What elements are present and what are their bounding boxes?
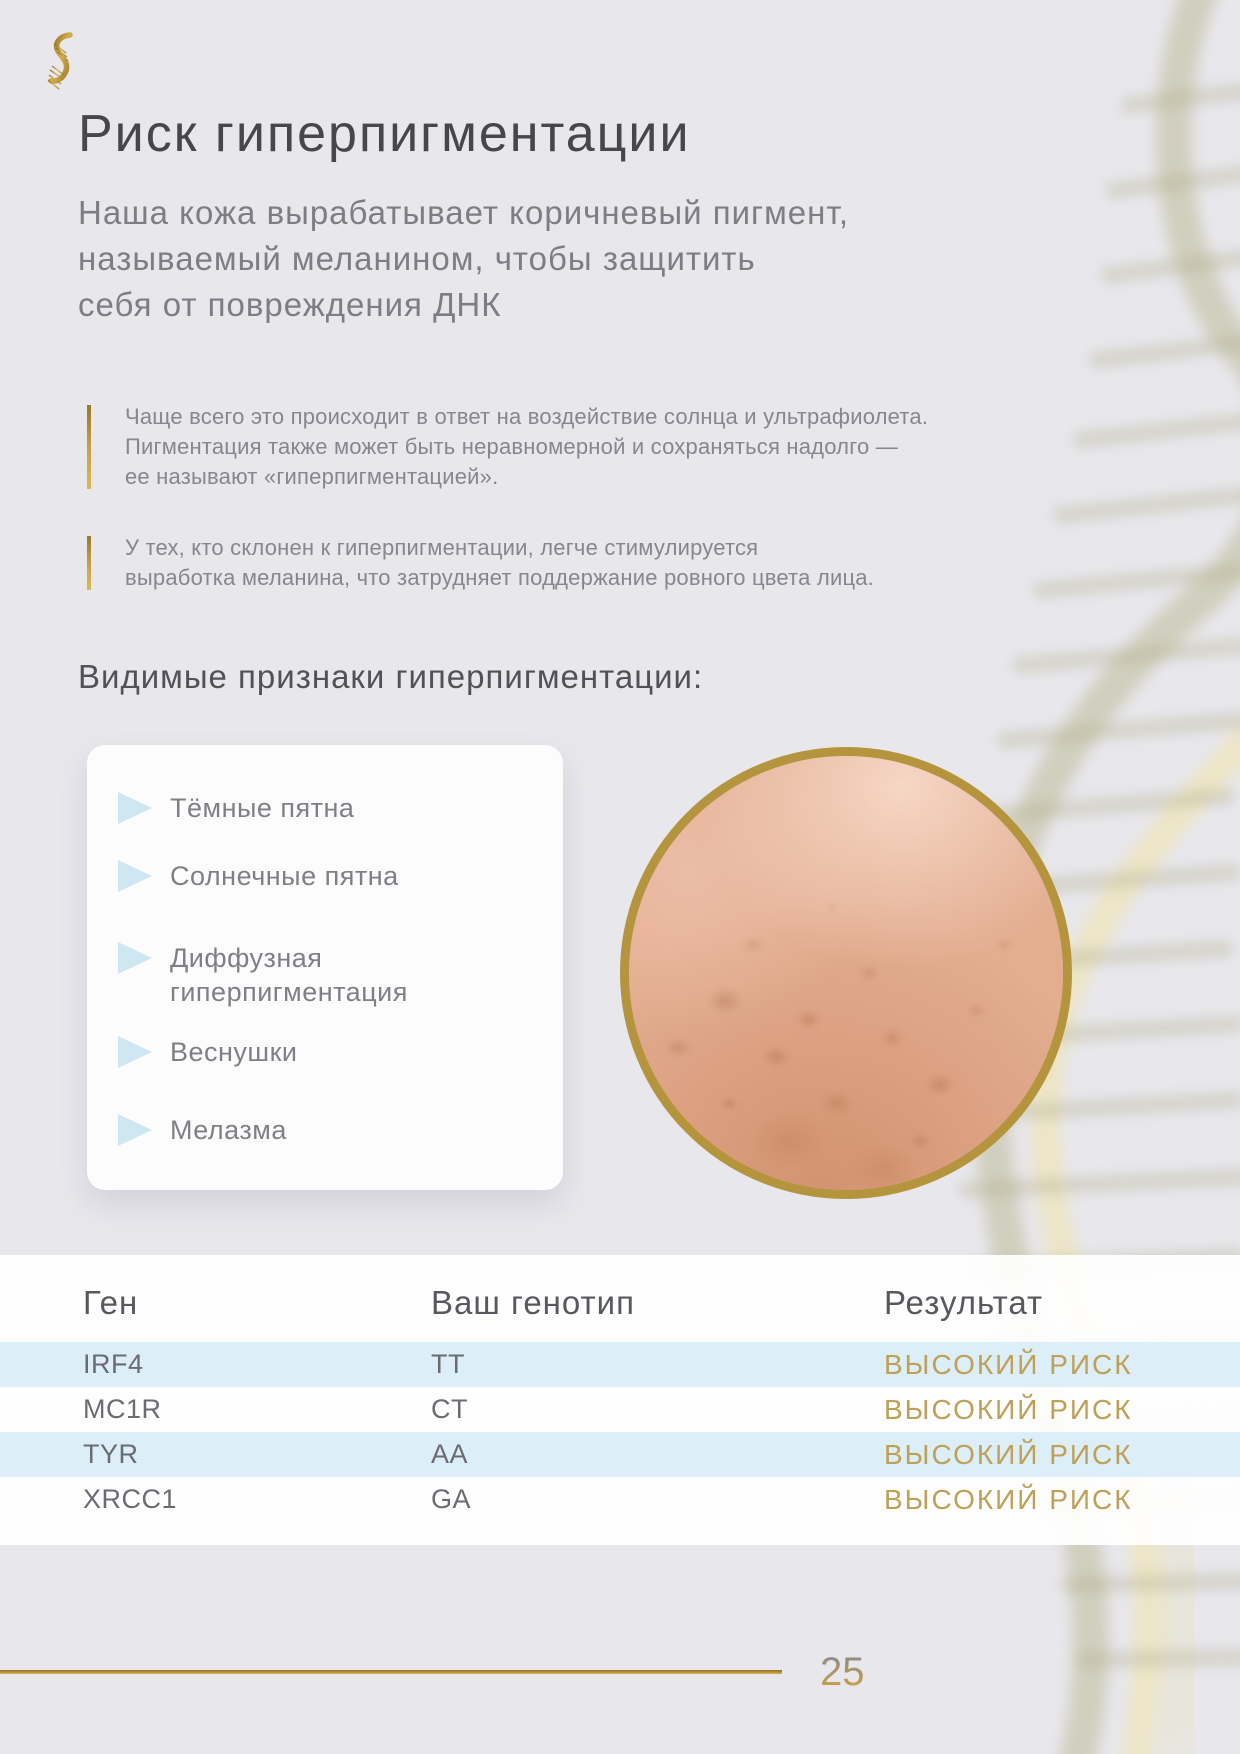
gene-cell: IRF4 bbox=[83, 1349, 144, 1379]
column-header-gene: Ген bbox=[83, 1284, 139, 1321]
gold-accent-bar bbox=[87, 536, 91, 590]
column-header-genotype: Ваш генотип bbox=[431, 1284, 635, 1321]
sign-label: Веснушки bbox=[170, 1037, 298, 1067]
footer-divider bbox=[0, 1670, 782, 1674]
gold-accent-bar bbox=[87, 405, 91, 489]
genotype-cell: GA bbox=[431, 1484, 472, 1514]
callout-line: Пигментация также может быть неравномерной и сохраняться надолго — bbox=[125, 434, 898, 459]
callout-line: У тех, кто склонен к гиперпигментации, легче стимулируется bbox=[125, 535, 759, 560]
table-row bbox=[0, 1387, 1240, 1432]
table-header-row bbox=[0, 1255, 1240, 1342]
table-row bbox=[0, 1432, 1240, 1477]
gene-cell: TYR bbox=[83, 1439, 139, 1469]
intro-text bbox=[78, 190, 849, 328]
list-item bbox=[118, 1035, 470, 1069]
genotype-cell: AA bbox=[431, 1439, 469, 1469]
sign-label: Тёмные пятна bbox=[170, 793, 355, 823]
genotype-cell: CT bbox=[431, 1394, 468, 1424]
result-cell: ВЫСОКИЙ РИСК bbox=[884, 1393, 1133, 1425]
dna-logo-icon bbox=[46, 32, 82, 94]
table-row bbox=[0, 1477, 1240, 1522]
triangle-bullet-icon bbox=[118, 942, 152, 974]
skin-photo bbox=[620, 747, 1072, 1199]
callout-line: ее называют «гиперпигментацией». bbox=[125, 464, 499, 489]
intro-line: называемый меланином, чтобы защитить bbox=[78, 240, 756, 277]
result-cell: ВЫСОКИЙ РИСК bbox=[884, 1348, 1133, 1380]
sign-label: Диффузная гиперпигментация bbox=[170, 943, 408, 1007]
genotype-cell: TT bbox=[431, 1349, 465, 1379]
callout-line: Чаще всего это происходит в ответ на воздействие солнца и ультрафиолета. bbox=[125, 404, 929, 429]
column-header-result: Результат bbox=[884, 1284, 1044, 1321]
callout-line: выработка меланина, что затрудняет поддержание ровного цвета лица. bbox=[125, 565, 874, 590]
sign-label: Мелазма bbox=[170, 1115, 287, 1145]
callout-uv-exposure bbox=[87, 402, 928, 492]
triangle-bullet-icon bbox=[118, 1036, 152, 1068]
callout-melanin-production bbox=[87, 533, 874, 593]
triangle-bullet-icon bbox=[118, 860, 152, 892]
triangle-bullet-icon bbox=[118, 1114, 152, 1146]
list-item bbox=[118, 941, 458, 1009]
page-number: 25 bbox=[820, 1650, 865, 1694]
list-item bbox=[118, 859, 470, 893]
triangle-bullet-icon bbox=[118, 792, 152, 824]
gene-cell: XRCC1 bbox=[83, 1484, 178, 1514]
gene-cell: MC1R bbox=[83, 1394, 162, 1424]
table-row bbox=[0, 1342, 1240, 1387]
intro-line: себя от повреждения ДНК bbox=[78, 286, 502, 323]
result-cell: ВЫСОКИЙ РИСК bbox=[884, 1438, 1133, 1470]
signs-heading: Видимые признаки гиперпигментации: bbox=[78, 658, 704, 695]
skin-texture bbox=[620, 747, 1072, 1199]
intro-line: Наша кожа вырабатывает коричневый пигмент, bbox=[78, 194, 849, 231]
list-item bbox=[118, 1113, 470, 1147]
page-title: Риск гиперпигментации bbox=[78, 105, 691, 163]
results-table bbox=[0, 1255, 1240, 1545]
list-item bbox=[118, 791, 470, 825]
sign-label: Солнечные пятна bbox=[170, 861, 399, 891]
signs-card bbox=[87, 745, 563, 1190]
result-cell: ВЫСОКИЙ РИСК bbox=[884, 1483, 1133, 1515]
